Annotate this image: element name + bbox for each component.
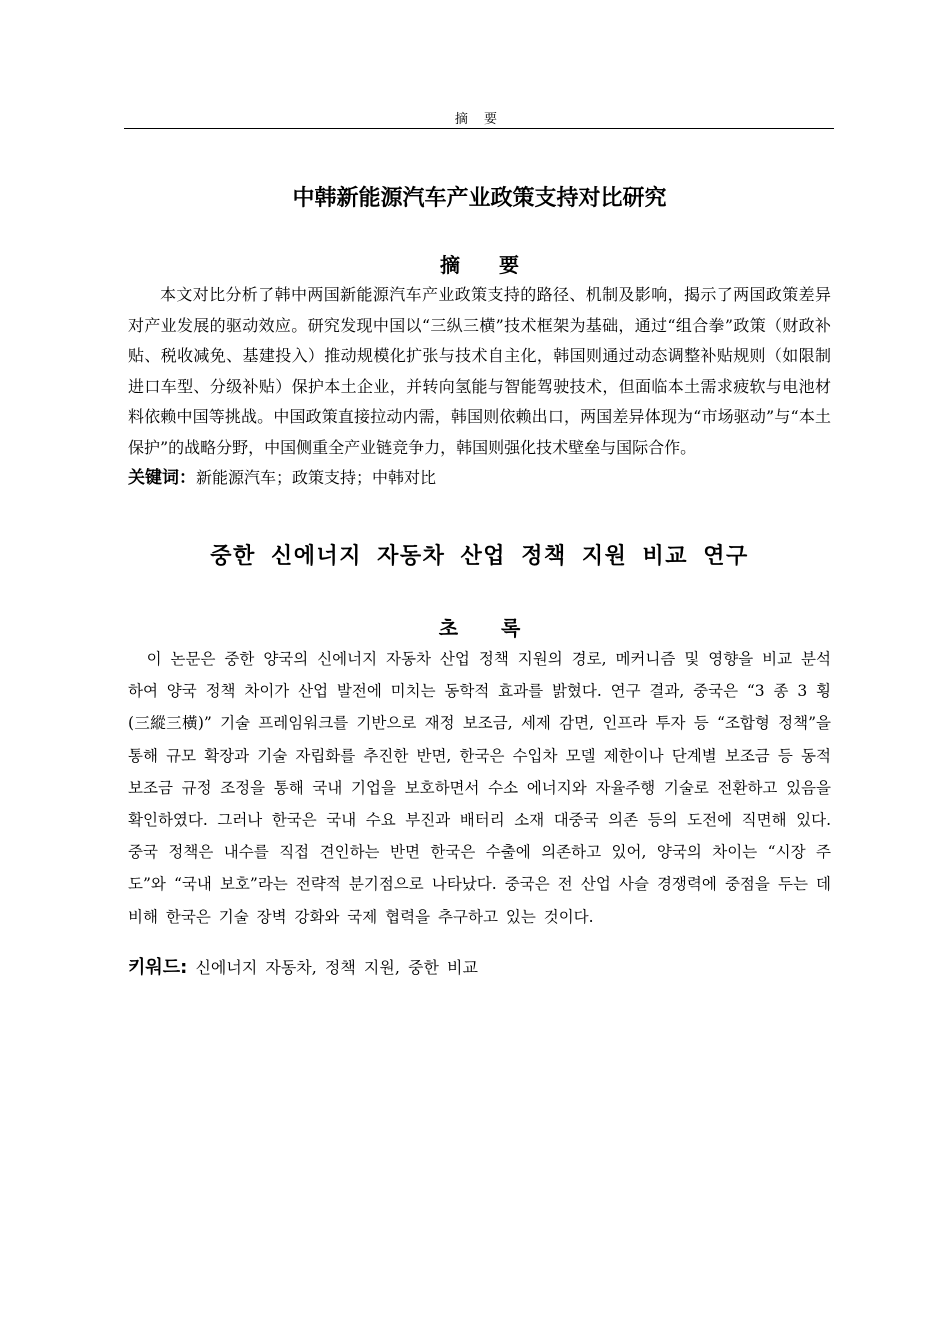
chinese-abstract-heading: 摘 要	[440, 253, 535, 277]
header-rule	[124, 128, 834, 129]
korean-title: 중한 신에너지 자동차 산업 정책 지원 비교 연구	[210, 544, 749, 569]
chinese-keywords-text: 新能源汽车；政策支持；中韩对比	[196, 468, 437, 487]
korean-abstract-heading: 초 록	[438, 616, 539, 640]
page-content	[128, 178, 831, 983]
chinese-keywords	[128, 463, 831, 493]
korean-keywords-label: 키워드:	[128, 956, 188, 978]
chinese-title: 中韩新能源汽车产业政策支持对比研究	[292, 186, 667, 211]
korean-keywords	[128, 953, 831, 983]
chinese-abstract-body: 本文对比分析了韩中两国新能源汽车产业政策支持的路径、机制及影响，揭示了两国政策差异对产业发展的驱动效应。研究发现中国以“三纵三横”技术框架为基础，通过“组合拳”政策（财政补贴、税收减免、基建投入）推动规模化扩张与技术自主化，韩国则通过动态调整补贴规则（如限制进口车型、分级补贴）保护本土企业，并转向氢能与智能驾驶技术，但面临本土需求疲软与电池材料依赖中国等挑战。中国政策直接拉动内需，韩国则依赖出口，两国差异体现为“市场驱动”与“本土保护”的战略分野，中国侧重全产业链竞争力，韩国则强化技术壁垒与国际合作。	[128, 285, 831, 457]
korean-keywords-text: 신에너지 자동차, 정책 지원, 중한 비교	[195, 957, 478, 977]
running-header: 摘 要	[454, 112, 504, 127]
chinese-keywords-label: 关键词：	[128, 468, 196, 488]
korean-abstract-body: 이 논문은 중한 양국의 신에너지 자동차 산업 정책 지원의 경로, 메커니즘 및 영향을 비교 분석하여 양국 정책 차이가 산업 발전에 미치는 동학적 효과를 밝혔다. 연구 결과, 중국은 “3 종 3 횡(三縱三橫)” 기술 프레임워크를 기반으로 재정 보조금, 세제 감면, 인프라 투자 등 “조합형 정책”을 통해 규모 확장과 기술 자립화를 추진한 반면, 한국은 수입차 모델 제한이나 단계별 보조금 등 동적 보조금 규정 조정을 통해 국내 기업을 보호하면서 수소 에너지와 자율주행 기술로 전환하고 있음을 확인하였다. 그러나 한국은 국내 수요 부진과 배터리 소재 대중국 의존 등의 도전에 직면해 있다. 중국 정책은 내수를 직접 견인하는 반면 한국은 수출에 의존하고 있어, 양국의 차이는 “시장 주도”와 “국내 보호”라는 전략적 분기점으로 나타났다. 중국은 전 산업 사슬 경쟁력에 중점을 두는 데 비해 한국은 기술 장벽 강화와 국제 협력을 추구하고 있는 것이다.	[128, 650, 831, 926]
